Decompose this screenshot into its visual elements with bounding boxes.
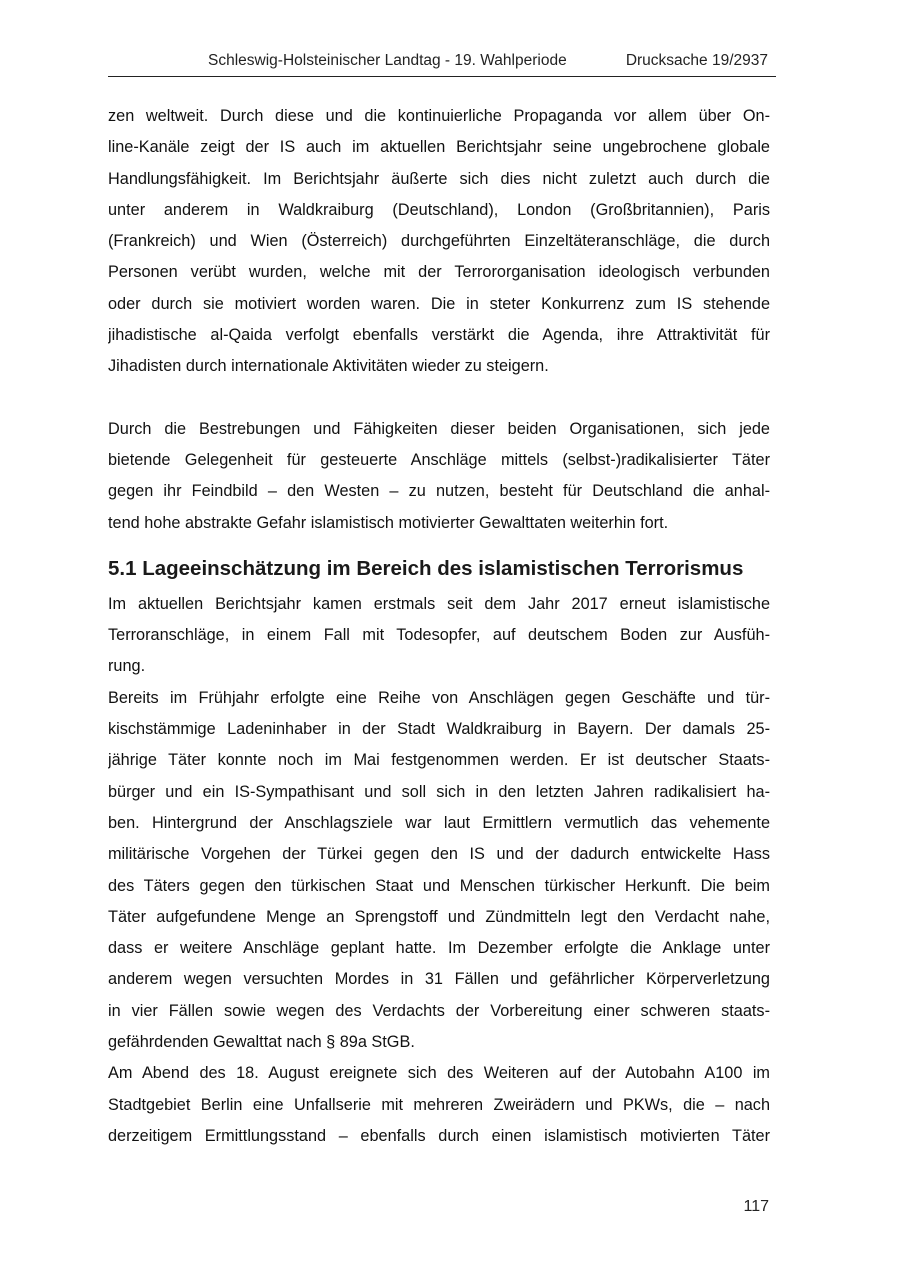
paragraph-4 (108, 683, 770, 1059)
text-line: gefährdenden Gewalttat nach § 89a StGB. (108, 1033, 415, 1052)
text-line: Durch die Bestrebungen und Fähigkeiten dieser beiden Organisationen, sich jede (108, 419, 770, 438)
paragraph-2 (108, 414, 770, 539)
text-line: oder durch sie motiviert worden waren. Die in steter Konkurrenz zum IS stehende (108, 294, 770, 313)
page-header (108, 50, 776, 77)
paragraph-5 (108, 1058, 770, 1152)
text-line: anderem wegen versuchten Mordes in 31 Fällen und gefährlicher Körperverletzung (108, 970, 770, 989)
text-line: Terroranschläge, in einem Fall mit Todesopfer, auf deutschem Boden zur Ausfüh- (108, 626, 770, 645)
text-line: (Frankreich) und Wien (Österreich) durchgeführten Einzeltäteranschläge, die durch (108, 232, 770, 251)
text-line: Jihadisten durch internationale Aktivitäten wieder zu steigern. (108, 357, 549, 376)
text-line: derzeitigem Ermittlungsstand – ebenfalls durch einen islamistisch motivierten Täter (108, 1126, 770, 1145)
text-line: Bereits im Frühjahr erfolgte eine Reihe von Anschlägen gegen Geschäfte und tür- (108, 688, 770, 707)
text-line: gegen ihr Feindbild – den Westen – zu nutzen, besteht für Deutschland die anhal- (108, 482, 770, 501)
text-line: Personen verübt wurden, welche mit der Terrororganisation ideologisch verbunden (108, 263, 770, 282)
text-line: des Täters gegen den türkischen Staat und Menschen türkischer Herkunft. Die beim (108, 876, 770, 895)
text-line: Täter aufgefundene Menge an Sprengstoff und Zündmitteln legt den Verdacht nahe, (108, 907, 770, 926)
text-line: zen weltweit. Durch diese und die kontinuierliche Propaganda vor allem über On- (108, 107, 770, 125)
text-line: Am Abend des 18. August ereignete sich des Weiteren auf der Autobahn A100 im (108, 1064, 770, 1083)
text-line: tend hohe abstrakte Gefahr islamistisch motivierter Gewalttaten weiterhin fort. (108, 513, 669, 532)
paragraph-1 (108, 101, 770, 383)
text-line: Im aktuellen Berichtsjahr kamen erstmals seit dem Jahr 2017 erneut islamistische (108, 594, 770, 613)
page-number: 117 (743, 1198, 769, 1215)
text-line: bürger und ein IS-Sympathisant und soll sich in den letzten Jahren radikalisiert ha- (108, 782, 770, 801)
text-line: jihadistische al-Qaida verfolgt ebenfalls verstärkt die Agenda, ihre Attraktivität für (108, 326, 770, 345)
text-line: Stadtgebiet Berlin eine Unfallserie mit mehreren Zweirädern und PKWs, die – nach (108, 1095, 770, 1114)
paragraph-spacer (108, 383, 770, 414)
text-line: kischstämmige Ladeninhaber in der Stadt Waldkraiburg in Bayern. Der damals 25- (108, 720, 770, 739)
text-line: Handlungsfähigkeit. Im Berichtsjahr äußerte sich dies nicht zuletzt auch durch die (108, 169, 770, 188)
text-line: rung. (108, 657, 146, 676)
section-heading: 5.1 Lageeinschätzung im Bereich des islamistischen Terrorismus (108, 556, 744, 580)
header-document-number: Drucksache 19/2937 (625, 52, 768, 69)
text-line: unter anderem in Waldkraiburg (Deutschland), London (Großbritannien), Paris (108, 200, 770, 219)
header-publisher: Schleswig-Holsteinischer Landtag - 19. Wahlperiode (208, 52, 567, 69)
text-line: line-Kanäle zeigt der IS auch im aktuellen Berichtsjahr seine ungebrochene globale (108, 138, 770, 157)
text-line: ben. Hintergrund der Anschlagsziele war laut Ermittlern vermutlich das vehemente (108, 813, 770, 832)
paragraph-3 (108, 589, 770, 683)
text-line: militärische Vorgehen der Türkei gegen den IS und der dadurch entwickelte Hass (108, 845, 770, 864)
page-content (108, 101, 770, 1152)
text-line: jährige Täter konnte noch im Mai festgenommen werden. Er ist deutscher Staats- (108, 751, 770, 770)
text-line: in vier Fällen sowie wegen des Verdachts der Vorbereitung einer schweren staats- (108, 1001, 770, 1020)
text-line: bietende Gelegenheit für gesteuerte Anschläge mittels (selbst-)radikalisierter Täter (108, 450, 770, 469)
text-line: dass er weitere Anschläge geplant hatte. Im Dezember erfolgte die Anklage unter (108, 939, 770, 958)
